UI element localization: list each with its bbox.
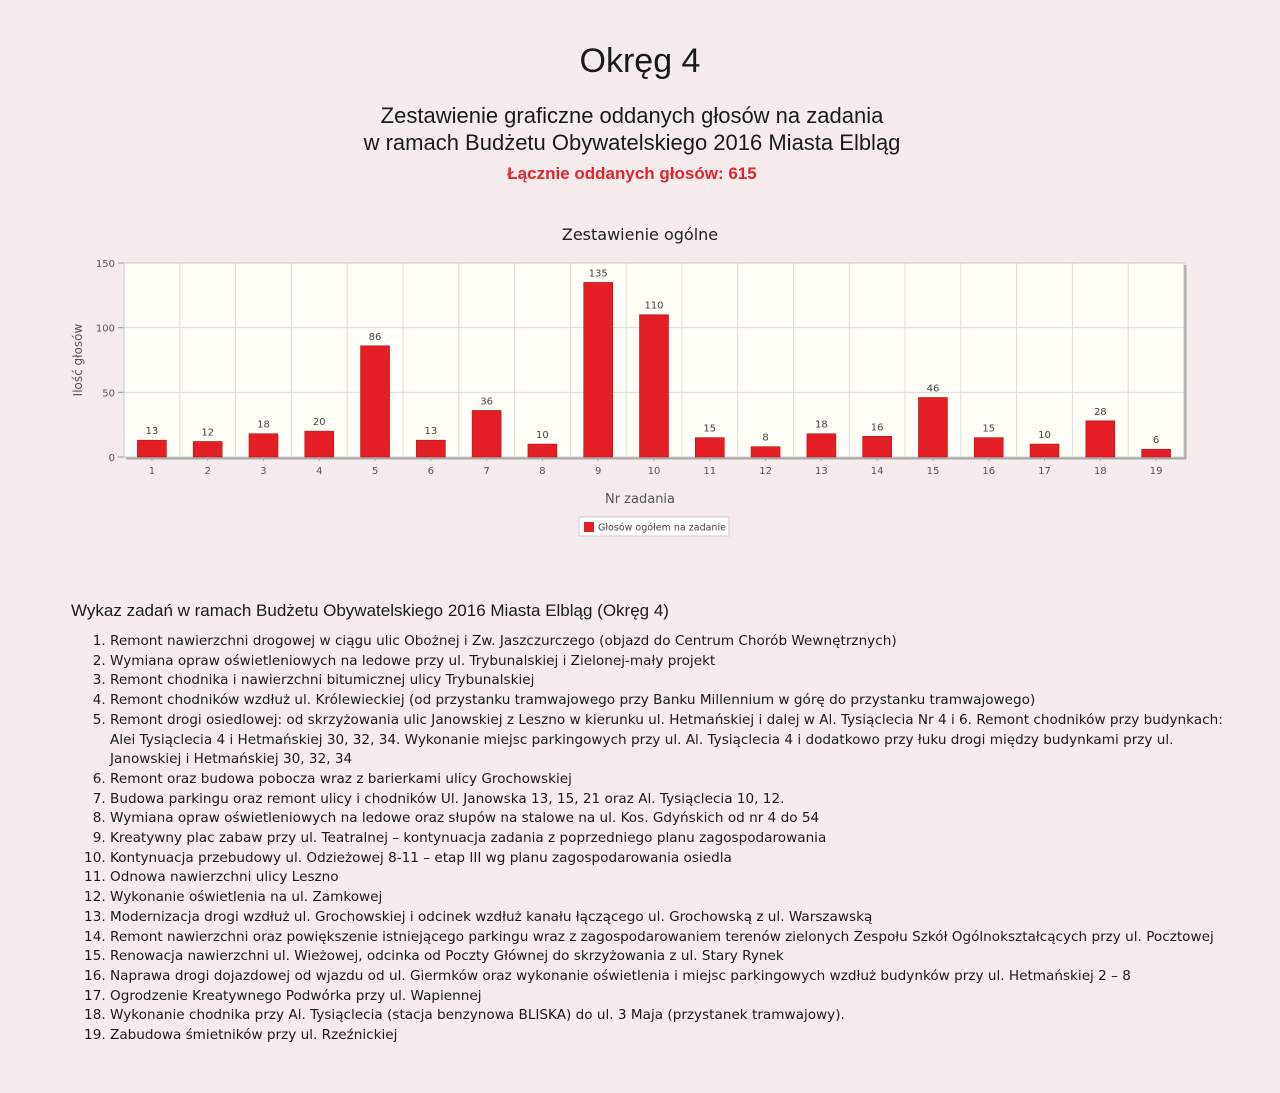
- chart-title: Zestawienie ogólne: [561, 225, 719, 244]
- data-label: 6: [1152, 435, 1160, 447]
- data-label: 10: [536, 430, 549, 442]
- list-item: 8. Wymiana opraw oświetleniowych na ledowe oraz słupów na stalowe na ul. Kos. Gdyńskich od nr 4 do 54: [110, 809, 1230, 829]
- subtitle-line-2: w ramach Budżetu Obywatelskiego 2016 Miasta Elbląg: [363, 130, 901, 155]
- bar: [751, 447, 780, 457]
- list-item: 14. Remont nawierzchni oraz powiększenie istniejącego parkingu wraz z zagospodarowaniem terenów zielonych Zespołu Szkół Ogólnokształcących przy ul. Pocztowej: [110, 928, 1230, 948]
- subtitle-line-1: Zestawienie graficzne oddanych głosów na zadania: [380, 103, 884, 128]
- data-label: 13: [424, 426, 438, 438]
- x-tick-label: 3: [260, 466, 267, 477]
- data-label: 20: [312, 417, 326, 429]
- data-label: 86: [368, 331, 382, 343]
- list-item: 15. Renowacja nawierzchni ul. Wieżowej, odcinka od Poczty Głównej do skrzyżowania z ul. Stary Rynek: [110, 947, 1230, 967]
- y-tick-label: 0: [108, 453, 115, 464]
- list-item: 13. Modernizacja drogi wzdłuż ul. Grochowskiej i odcinek wzdłuż kanału łączącego ul. Grochowską z ul. Warszawską: [110, 908, 1230, 928]
- bar: [193, 441, 222, 457]
- bar: [137, 440, 166, 457]
- bar: [361, 346, 390, 457]
- bar: [584, 282, 613, 457]
- bar: [918, 398, 947, 457]
- y-axis-label: Ilość głosów: [71, 323, 85, 397]
- list-item: 11. Odnowa nawierzchni ulicy Leszno: [110, 868, 1230, 888]
- x-axis-label: Nr zadania: [604, 492, 676, 507]
- data-label: 12: [201, 427, 215, 439]
- y-tick-label: 50: [102, 388, 115, 400]
- bar: [528, 444, 557, 457]
- data-label: 18: [815, 419, 828, 431]
- list-item: 10. Kontynuacja przebudowy ul. Odzieżowej 8-11 – etap III wg planu zagospodarowania osiedla: [110, 849, 1230, 869]
- bar: [305, 431, 334, 457]
- x-tick-label: 13: [815, 466, 828, 477]
- list-item: 17. Ogrodzenie Kreatywnego Podwórka przy ul. Wapiennej: [110, 987, 1230, 1007]
- list-item: 1. Remont nawierzchni drogowej w ciągu ulic Obożnej i Zw. Jaszczurczego (objazd do Centrum Chorób Wewnętrznych): [110, 632, 1230, 652]
- list-item: 6. Remont oraz budowa pobocza wraz z barierkami ulicy Grochowskiej: [110, 770, 1230, 790]
- bar: [974, 438, 1003, 457]
- x-tick-label: 14: [870, 466, 884, 477]
- list-item: 16. Naprawa drogi dojazdowej od wjazdu od ul. Giermków oraz wykonanie oświetlenia i miejsc parkingowych wzdłuż budynków przy ul. Hetmańskiej 2 – 8: [110, 967, 1230, 987]
- x-tick-label: 9: [595, 466, 602, 477]
- list-item: 18. Wykonanie chodnika przy Al. Tysiąclecia (stacja benzynowa BLISKA) do ul. 3 Maja (przystanek tramwajowy).: [110, 1006, 1230, 1026]
- bar: [807, 434, 836, 457]
- list-item: 3. Remont chodnika i nawierzchni bitumicznej ulicy Trybunalskiej: [110, 671, 1230, 691]
- y-tick-label: 100: [95, 323, 115, 335]
- bar: [640, 315, 669, 457]
- x-tick-label: 16: [982, 466, 996, 477]
- bar: [416, 440, 445, 457]
- x-tick-label: 11: [703, 466, 717, 477]
- x-tick-label: 5: [371, 466, 379, 477]
- data-label: 16: [870, 422, 884, 434]
- task-list-heading: Wykaz zadań w ramach Budżetu Obywatelskiego 2016 Miasta Elbląg (Okręg 4): [71, 601, 669, 620]
- bar-chart: [0, 215, 1280, 545]
- bar: [695, 438, 724, 457]
- x-tick-label: 19: [1149, 466, 1163, 477]
- bar: [1086, 421, 1115, 457]
- bar: [1142, 449, 1171, 457]
- data-label: 28: [1093, 406, 1107, 418]
- data-label: 13: [145, 426, 159, 438]
- task-list: [71, 632, 1230, 1046]
- data-label: 18: [257, 419, 270, 431]
- x-tick-label: 1: [148, 466, 156, 477]
- x-tick-label: 10: [647, 466, 661, 477]
- bar: [1030, 444, 1059, 457]
- x-tick-label: 2: [204, 466, 211, 477]
- list-item: 2. Wymiana opraw oświetleniowych na ledowe przy ul. Trybunalskiej i Zielonej-mały projekt: [110, 652, 1230, 672]
- chart-container: [0, 215, 1280, 545]
- x-tick-label: 12: [759, 466, 772, 477]
- page-title: Okręg 4: [579, 42, 701, 80]
- x-tick-label: 8: [539, 466, 546, 477]
- data-label: 110: [644, 300, 664, 312]
- list-item: 4. Remont chodników wzdłuż ul. Królewieckiej (od przystanku tramwajowego przy Banku Millennium w górę do przystanku tramwajowego): [110, 691, 1230, 711]
- data-label: 36: [480, 396, 493, 408]
- x-tick-label: 7: [483, 466, 490, 477]
- bar: [249, 434, 278, 457]
- legend-swatch: [584, 522, 594, 532]
- data-label: 10: [1038, 430, 1051, 442]
- list-item: 7. Budowa parkingu oraz remont ulicy i chodników Ul. Janowska 13, 15, 21 oraz Al. Tysiąclecia 10, 12.: [110, 790, 1230, 810]
- x-tick-label: 17: [1038, 466, 1051, 477]
- legend-label: Głosów ogółem na zadanie: [598, 522, 726, 534]
- data-label: 8: [762, 432, 769, 444]
- y-tick-label: 150: [95, 259, 115, 270]
- list-item: 19. Zabudowa śmietników przy ul. Rzeźnickiej: [110, 1026, 1230, 1046]
- data-label: 46: [926, 383, 940, 395]
- x-tick-label: 4: [316, 466, 323, 477]
- bar: [863, 436, 892, 457]
- x-tick-label: 6: [427, 466, 435, 477]
- bar: [472, 410, 501, 457]
- total-votes: Łącznie oddanych głosów: 615: [507, 164, 757, 183]
- list-item: 9. Kreatywny plac zabaw przy ul. Teatralnej – kontynuacja zadania z poprzedniego planu zagospodarowania: [110, 829, 1230, 849]
- subtitle: [0, 102, 1264, 156]
- x-tick-label: 15: [926, 466, 940, 477]
- data-label: 135: [588, 268, 608, 280]
- list-item: 12. Wykonanie oświetlenia na ul. Zamkowej: [110, 888, 1230, 908]
- data-label: 15: [703, 423, 717, 435]
- list-item: 5. Remont drogi osiedlowej: od skrzyżowania ulic Janowskiej z Leszno w kierunku ul. Hetmańskiej i dalej w Al. Tysiąclecia Nr 4 i 6. Remont chodników przy budynkach: Alei Tysiąclecia 4 i Hetmańskiej 30, 32, 34. Wykonanie miejsc parkingowych przy ul. Al. Tysiąclecia 4 i dodatkowo przy łuku drogi między budynkami przy ul. Janowskiej i Hetmańskiej 30, 32, 34: [110, 711, 1230, 770]
- data-label: 15: [982, 423, 996, 435]
- x-tick-label: 18: [1093, 466, 1107, 477]
